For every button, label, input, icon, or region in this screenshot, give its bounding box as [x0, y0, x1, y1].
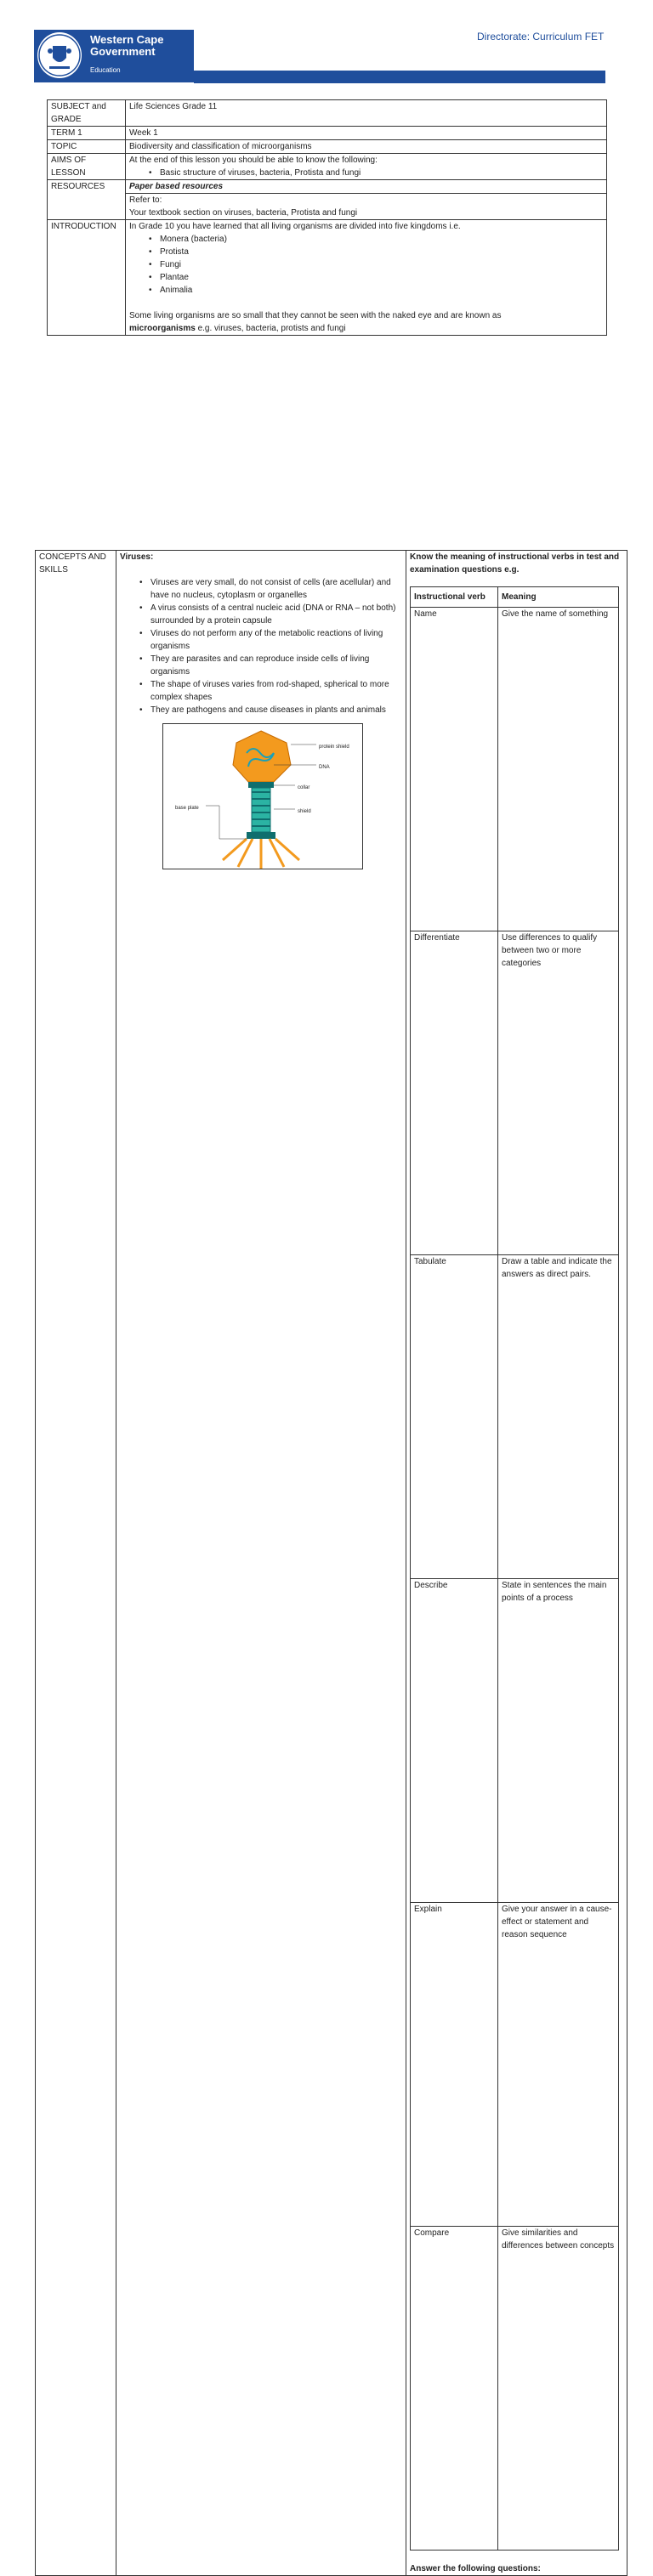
label-protein-shield: protein shield: [319, 744, 349, 750]
refer-line1: Refer to:: [129, 195, 162, 205]
table-row: [411, 2227, 619, 2551]
intro-tail-a: Some living organisms are so small that they cannot be seen with the naked eye and are known as: [129, 311, 502, 320]
subject-value: Life Sciences Grade 11: [126, 100, 607, 127]
concepts-table: [35, 550, 627, 2576]
resources-label: RESOURCES: [48, 180, 126, 220]
label-dna: DNA: [319, 765, 330, 770]
table-row: [411, 1579, 619, 1903]
list-item: • Monera (bacteria): [160, 233, 603, 246]
verb-name: Describe: [411, 1579, 498, 1903]
list-item: • They are parasites and can reproduce inside cells of living organisms: [150, 653, 402, 678]
intro-tail-bold: microorganisms: [129, 324, 196, 333]
list-item: • A virus consists of a central nucleic acid (DNA or RNA – not both) surrounded by a protein capsule: [150, 602, 402, 627]
table-row: [411, 608, 619, 931]
verb-name: Differentiate: [411, 931, 498, 1255]
verb-meaning: State in sentences the main points of a process: [498, 1579, 619, 1903]
verb-meaning: Give similarities and differences between concepts: [498, 2227, 619, 2551]
directorate-label: Directorate: Curriculum FET: [477, 31, 605, 42]
table-row: [411, 587, 619, 608]
verb-name: Explain: [411, 1903, 498, 2227]
verb-name: Compare: [411, 2227, 498, 2551]
list-item: • The shape of viruses varies from rod-shaped, spherical to more complex shapes: [150, 678, 402, 704]
aims-bullet: • Basic structure of viruses, bacteria, Protista and fungi: [160, 167, 603, 179]
aims-cell: [126, 154, 607, 180]
aims-label: AIMS OF LESSON: [48, 154, 126, 180]
logo-line3: Education: [90, 66, 121, 74]
label-shield: shield: [298, 809, 311, 814]
verbs-cell: [406, 551, 627, 2576]
topic-label: TOPIC: [48, 140, 126, 154]
virus-points: [120, 576, 402, 716]
resources-text: Paper based resources: [129, 182, 224, 191]
intro-cell: [126, 220, 607, 336]
table-row: [411, 1903, 619, 2227]
verbs-table: [410, 586, 619, 2551]
table-row: [48, 180, 607, 194]
label-base-plate: base plate: [175, 806, 199, 811]
aims-text: At the end of this lesson you should be able to know the following:: [129, 156, 378, 165]
meaning-header: Meaning: [498, 587, 619, 608]
viruses-heading: Viruses:: [120, 552, 154, 562]
list-item: • Viruses are very small, do not consist of cells (are acellular) and have no nucleus, cytoplasm or organelles: [150, 576, 402, 602]
answer-heading: Answer the following questions:: [410, 2564, 541, 2573]
table-row: [411, 1255, 619, 1579]
header-stripe: [194, 71, 605, 83]
verb-meaning: Give your answer in a cause-effect or statement and reason sequence: [498, 1903, 619, 2227]
table-row: [411, 931, 619, 1255]
intro-label: INTRODUCTION: [48, 220, 126, 336]
list-item: • Viruses do not perform any of the metabolic reactions of living organisms: [150, 627, 402, 653]
table-row: [48, 127, 607, 140]
verb-name: Tabulate: [411, 1255, 498, 1579]
intro-tail: [129, 309, 603, 335]
label-collar: collar: [298, 785, 310, 790]
intro-text: In Grade 10 you have learned that all living organisms are divided into five kingdoms i.e.: [129, 222, 461, 231]
logo-line2: Government: [90, 45, 156, 58]
list-item: • Plantae: [160, 271, 603, 284]
topic-value: Biodiversity and classification of microorganisms: [126, 140, 607, 154]
crest-icon: [37, 32, 82, 78]
kingdom-list: [129, 233, 603, 297]
term-value: Week 1: [126, 127, 607, 140]
subject-label: SUBJECT and GRADE: [48, 100, 126, 127]
list-item: • Fungi: [160, 258, 603, 271]
intro-tail-b: e.g. viruses, bacteria, protists and fungi: [195, 324, 346, 333]
concepts-label: CONCEPTS AND SKILLS: [36, 551, 116, 2576]
table-row: [36, 551, 627, 2576]
list-item: • They are pathogens and cause diseases in plants and animals: [150, 704, 402, 716]
term-label: TERM 1: [48, 127, 126, 140]
refer-line2: Your textbook section on viruses, bacteria, Protista and fungi: [129, 208, 358, 218]
table-row: [48, 194, 607, 220]
viruses-cell: [116, 551, 406, 2576]
verb-meaning: Give the name of something: [498, 608, 619, 931]
verb-meaning: Use differences to qualify between two or more categories: [498, 931, 619, 1255]
verb-meaning: Draw a table and indicate the answers as direct pairs.: [498, 1255, 619, 1579]
table-row: [48, 220, 607, 336]
lesson-info-table: [47, 99, 607, 336]
list-item: • Animalia: [160, 284, 603, 297]
logo-line1: Western Cape: [90, 33, 164, 46]
verb-name: Name: [411, 608, 498, 931]
table-row: [48, 154, 607, 180]
table-row: [48, 140, 607, 154]
know-heading: Know the meaning of instructional verbs in test and examination questions e.g.: [410, 552, 620, 575]
refer-cell: [126, 194, 607, 220]
list-item: • Protista: [160, 246, 603, 258]
resources-value: [126, 180, 607, 194]
verb-header: Instructional verb: [411, 587, 498, 608]
bacteriophage-figure: [162, 723, 363, 869]
table-row: [48, 100, 607, 127]
